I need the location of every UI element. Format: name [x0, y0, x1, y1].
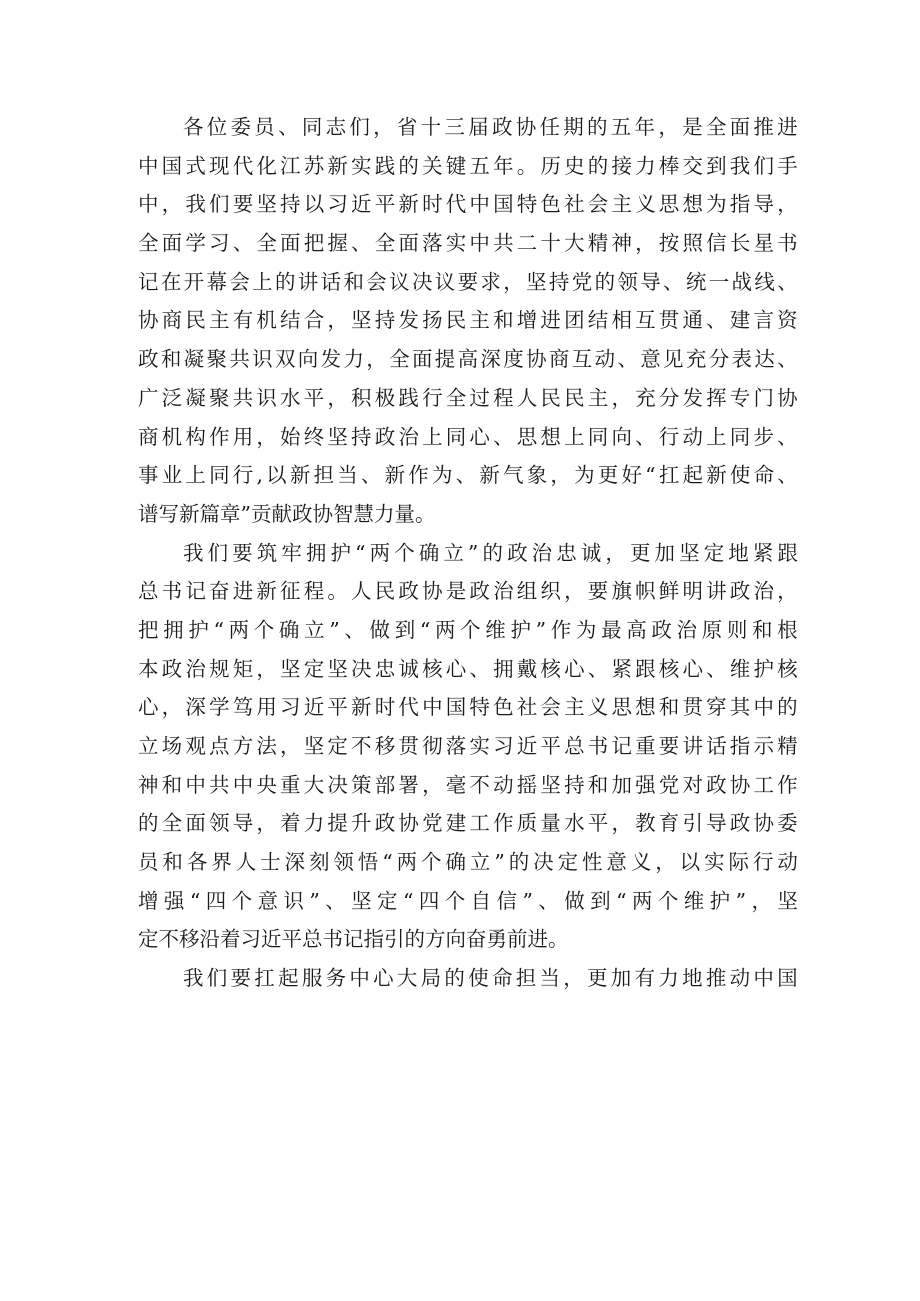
text-line: 神 和 中 共 中 央 重 大 决 策 部 署 ， 毫 不 动 摇 坚 持 和 加 强 党 对 政 协 工 作	[138, 772, 798, 797]
text-line: 本 政 治 规 矩 ， 坚 定 坚 决 忠 诚 核 心 、 拥 戴 核 心 、 紧 跟 核 心 、 维 护 核	[138, 656, 798, 681]
text-line: 协 商 民 主 有 机 结 合 ， 坚 持 发 扬 民 主 和 增 进 团 结 相 互 贯 通 、 建 言 资	[138, 308, 798, 333]
body-text	[138, 108, 798, 998]
text-line: 增 强 “ 四 个 意 识 ” 、 坚 定 “ 四 个 自 信 ” 、 做 到 “ 两 个 维 护 ” ， 坚	[138, 888, 798, 913]
text-line: 我 们 要 扛 起 服 务 中 心 大 局 的 使 命 担 当 ， 更 加 有 力 地 推 动 中 国	[183, 966, 798, 991]
text-line: 商 机 构 作 用 ， 始 终 坚 持 政 治 上 同 心 、 思 想 上 同 向 、 行 动 上 同 步 、	[138, 424, 798, 449]
text-line: 广 泛 凝 聚 共 识 水 平 ， 积 极 践 行 全 过 程 人 民 民 主 ， 充 分 发 挥 专 门 协	[138, 385, 798, 410]
text-line: 全 面 学 习 、 全 面 把 握 、 全 面 落 实 中 共 二 十 大 精 神 ， 按 照 信 长 星 书	[138, 231, 798, 256]
text-line: 心 ， 深 学 笃 用 习 近 平 新 时 代 中 国 特 色 社 会 主 义 思 想 和 贯 穿 其 中 的	[138, 695, 798, 720]
text-line: 中 ， 我 们 要 坚 持 以 习 近 平 新 时 代 中 国 特 色 社 会 主 义 思 想 为 指 导 ，	[138, 192, 798, 217]
text-line: 我 们 要 筑 牢 拥 护 “ 两 个 确 立 ” 的 政 治 忠 诚 ， 更 加 坚 定 地 紧 跟	[183, 540, 798, 565]
text-line: 事 业 上 同 行 , 以 新 担 当 、 新 作 为 、 新 气 象 ， 为 更 好 “ 扛 起 新 使 命 、	[138, 463, 798, 488]
text-line: 把 拥 护 “ 两 个 确 立 ” 、 做 到 “ 两 个 维 护 ” 作 为 最 高 政 治 原 则 和 根	[138, 617, 798, 642]
text-line: 的 全 面 领 导 ， 着 力 提 升 政 协 党 建 工 作 质 量 水 平 ， 教 育 引 导 政 协 委	[138, 811, 798, 836]
text-line: 立 场 观 点 方 法 ， 坚 定 不 移 贯 彻 落 实 习 近 平 总 书 记 重 要 讲 话 指 示 精	[138, 734, 798, 758]
text-line: 各 位 委 员 、 同 志 们 ， 省 十 三 届 政 协 任 期 的 五 年 ， 是 全 面 推 进	[183, 115, 798, 139]
text-line: 总 书 记 奋 进 新 征 程 。 人 民 政 协 是 政 治 组 织 ， 要 旗 帜 鲜 明 讲 政 治 ，	[138, 579, 798, 604]
text-line: 谱写新篇章”贡献政协智慧力量。	[138, 501, 436, 526]
text-line: 员 和 各 界 人 士 深 刻 领 悟 “ 两 个 确 立 ” 的 决 定 性 意 义 ， 以 实 际 行 动	[138, 850, 798, 875]
text-line: 定不移沿着习近平总书记指引的方向奋勇前进。	[138, 927, 569, 952]
text-line: 政 和 凝 聚 共 识 双 向 发 力 ， 全 面 提 高 深 度 协 商 互 动 、 意 见 充 分 表 达 、	[138, 347, 798, 372]
text-line: 中 国 式 现 代 化 江 苏 新 实 践 的 关 键 五 年 。 历 史 的 接 力 棒 交 到 我 们 手	[138, 153, 798, 178]
text-line: 记 在 开 幕 会 上 的 讲 话 和 会 议 决 议 要 求 ， 坚 持 党 的 领 导 、 统 一 战 线 、	[138, 269, 798, 294]
